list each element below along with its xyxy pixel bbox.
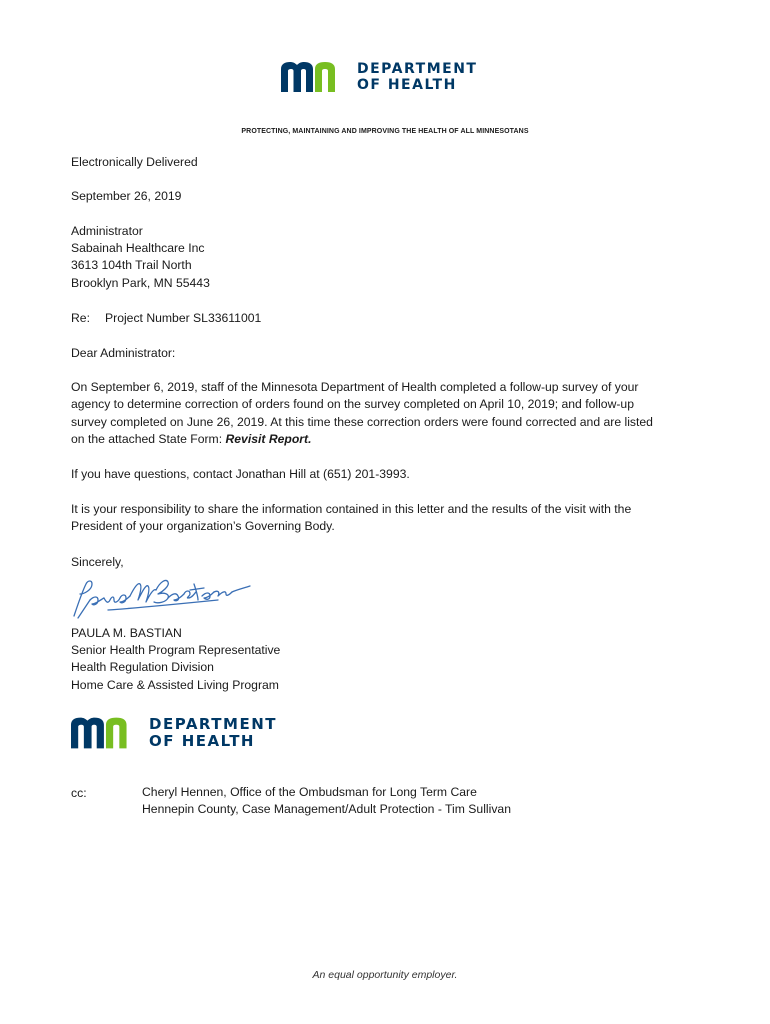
recipient-street: 3613 104th Trail North xyxy=(71,258,192,272)
body-paragraph-2: If you have questions, contact Jonathan Hill at (651) 201-3993. xyxy=(71,467,410,481)
salutation: Dear Administrator: xyxy=(71,346,176,360)
header-logo xyxy=(281,62,477,92)
body-paragraph-3 xyxy=(71,501,701,536)
paragraph-1-line-2: agency to determine correction of orders found on the survey completed on April 10, 2019; and follow-up xyxy=(71,397,634,412)
signer-program: Home Care & Assisted Living Program xyxy=(71,678,279,692)
logo-wordmark xyxy=(149,717,277,749)
mn-logo-icon xyxy=(281,62,351,92)
tagline: PROTECTING, MAINTAINING AND IMPROVING THE HEALTH OF ALL MINNESOTANS xyxy=(241,128,529,135)
paragraph-1-line-4-start: on the attached State Form: xyxy=(71,432,226,447)
body-paragraph-1 xyxy=(71,379,701,449)
cc-recipient: Hennepin County, Case Management/Adult Protection - Tim Sullivan xyxy=(142,802,511,817)
cc-list xyxy=(142,784,511,819)
paragraph-3-line-1: It is your responsibility to share the information contained in this letter and the results of the visit with the xyxy=(71,502,632,516)
re-project-number: Project Number SL33611001 xyxy=(105,311,262,325)
logo-line-of-health: OF HEALTH xyxy=(149,732,255,750)
signer-name: PAULA M. BASTIAN xyxy=(71,626,182,640)
delivery-method: Electronically Delivered xyxy=(71,155,198,169)
logo-wordmark xyxy=(357,62,477,92)
paragraph-1-line-4 xyxy=(71,431,701,448)
recipient-title: Administrator xyxy=(71,224,143,238)
paragraph-1-line-1: On September 6, 2019, staff of the Minnesota Department of Health completed a follow-up survey of your xyxy=(71,380,639,394)
footer-equal-opportunity: An equal opportunity employer. xyxy=(312,969,458,981)
signature-icon xyxy=(68,574,253,620)
logo-line-department: DEPARTMENT xyxy=(149,715,277,733)
footer-logo xyxy=(71,717,277,749)
re-label: Re: xyxy=(71,311,90,325)
logo-line-department: DEPARTMENT xyxy=(357,61,478,77)
closing: Sincerely, xyxy=(71,555,124,569)
recipient-organization: Sabainah Healthcare Inc xyxy=(71,241,205,255)
paragraph-3-line-2: President of your organization’s Governing Body. xyxy=(71,519,335,534)
recipient-city-state-zip: Brooklyn Park, MN 55443 xyxy=(71,276,210,290)
revisit-report-emphasis: Revisit Report. xyxy=(225,432,312,447)
mn-logo-icon xyxy=(71,717,143,749)
signer-title: Senior Health Program Representative xyxy=(71,643,281,657)
cc-label: cc: xyxy=(71,786,87,800)
signer-division: Health Regulation Division xyxy=(71,660,214,674)
logo-line-of-health: OF HEALTH xyxy=(357,77,457,93)
paragraph-1-line-3: survey completed on June 26, 2019. At this time these correction orders were found corrected and are listed xyxy=(71,414,653,429)
cc-recipient: Cheryl Hennen, Office of the Ombudsman for Long Term Care xyxy=(142,785,477,799)
letter-date: September 26, 2019 xyxy=(71,189,182,203)
